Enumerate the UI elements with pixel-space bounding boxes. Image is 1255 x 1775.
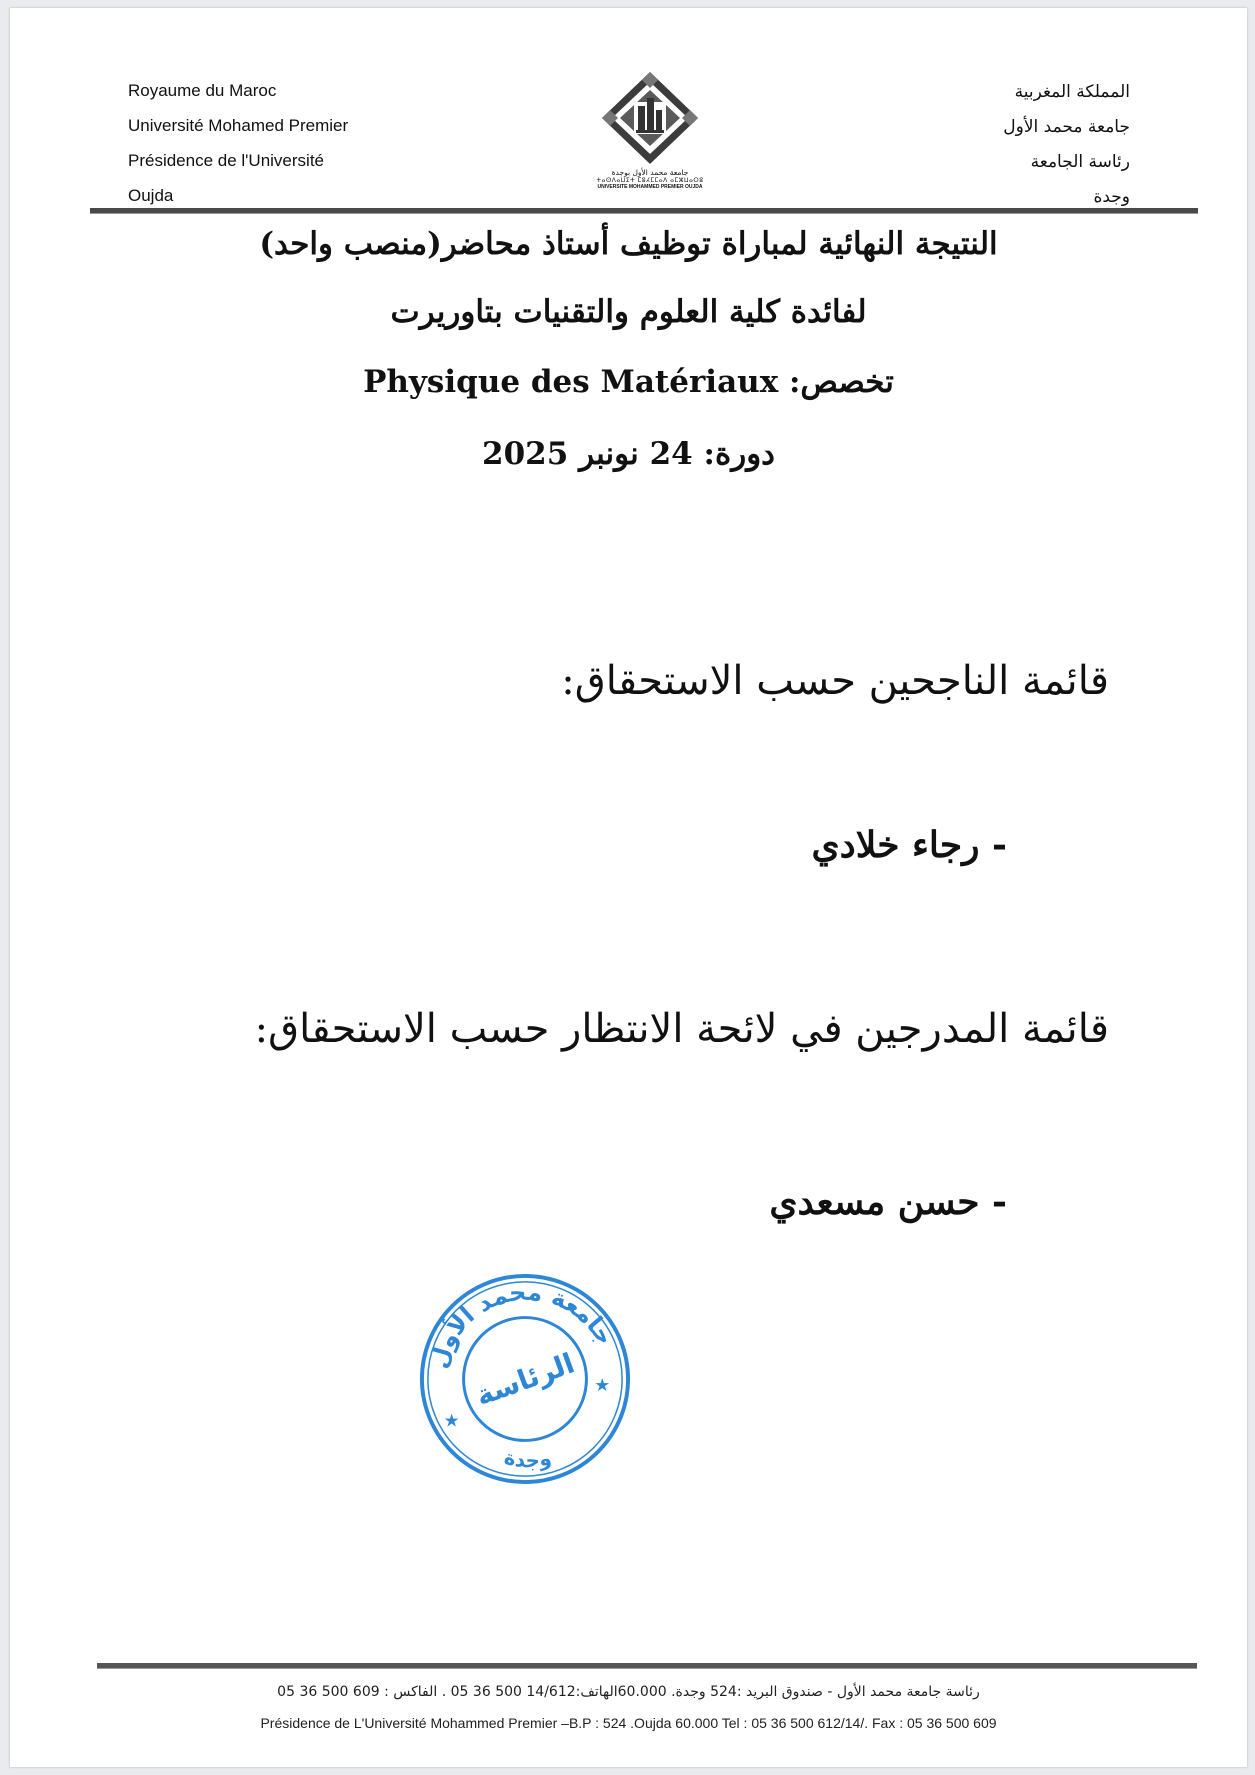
header-fr-city: Oujda (128, 186, 174, 205)
title-line-4 (10, 436, 1247, 472)
admitted-list-heading: قائمة الناجحين حسب الاستحقاق: (561, 658, 1109, 704)
university-emblem-icon (598, 68, 702, 168)
stamp-bottom-text: وجدة (501, 1445, 554, 1473)
header-ar-kingdom: المملكة المغربية (1014, 82, 1130, 102)
waiting-name-1: - حسن مسعدي (769, 1181, 1007, 1223)
stamp-center-text: الرئاسة (471, 1346, 579, 1413)
specialty-value: Physique des Matériaux (363, 364, 779, 400)
footer-arabic: رئاسة جامعة محمد الأول - صندوق البريد :524 وجدة. 60.000الهاتف:14/612 500 36 05 . الفاكس : 609 500 36 05 (277, 1684, 980, 1700)
header-arabic-block (1003, 75, 1130, 215)
logo-caption-tifinagh: ⵜⴰⵙⴷⴰⵡⵉⵜ ⵎⵓⵃⵎⵎⴰⴷ ⴰⵎⵣⵡⴰⵔⵓ (596, 177, 704, 184)
admitted-name-1: - رجاء خلادي (811, 824, 1007, 866)
title-line-1: النتيجة النهائية لمباراة توظيف أستاذ محاضر(منصب واحد) (259, 226, 998, 262)
header-ar-presidency: رئاسة الجامعة (1030, 152, 1130, 172)
waiting-list-heading: قائمة المدرجين في لائحة الانتظار حسب الاستحقاق: (254, 1006, 1109, 1052)
logo-caption-arabic: جامعة محمد الأول بوجدة (611, 168, 689, 177)
title-line-3 (10, 364, 1247, 400)
stamp-star-left-icon: ★ (443, 1410, 460, 1432)
footer-french: Présidence de L'Université Mohammed Premier –B.P : 524 .Oujda 60.000 Tel : 05 36 500 612/14/. Fax : 05 36 500 609 (260, 1715, 997, 1731)
header-fr-presidency: Présidence de l'Université (128, 151, 325, 170)
header-ar-university: جامعة محمد الأول (1003, 117, 1130, 137)
session-date: 24 نونبر 2025 (482, 436, 693, 472)
footer-divider (97, 1663, 1197, 1669)
document-page (10, 8, 1247, 1767)
header-fr-kingdom: Royaume du Maroc (128, 81, 277, 100)
header-ar-city: وجدة (1093, 187, 1130, 207)
header-divider (90, 208, 1198, 214)
specialty-label: تخصص: (788, 364, 894, 400)
header-french-block (128, 73, 348, 213)
logo-caption-french: UNIVERSITE MOHAMMED PREMIER OUJDA (597, 184, 703, 190)
university-stamp (416, 1270, 634, 1488)
session-label: دورة: (703, 436, 775, 472)
stamp-star-right-icon: ★ (594, 1374, 611, 1396)
stamp-outer-text: جامعة محمد الأول (424, 1277, 620, 1372)
title-line-2: لفائدة كلية العلوم والتقنيات بتاوريرت (390, 294, 867, 330)
university-logo (586, 68, 714, 204)
header-fr-university: Université Mohamed Premier (128, 116, 349, 135)
